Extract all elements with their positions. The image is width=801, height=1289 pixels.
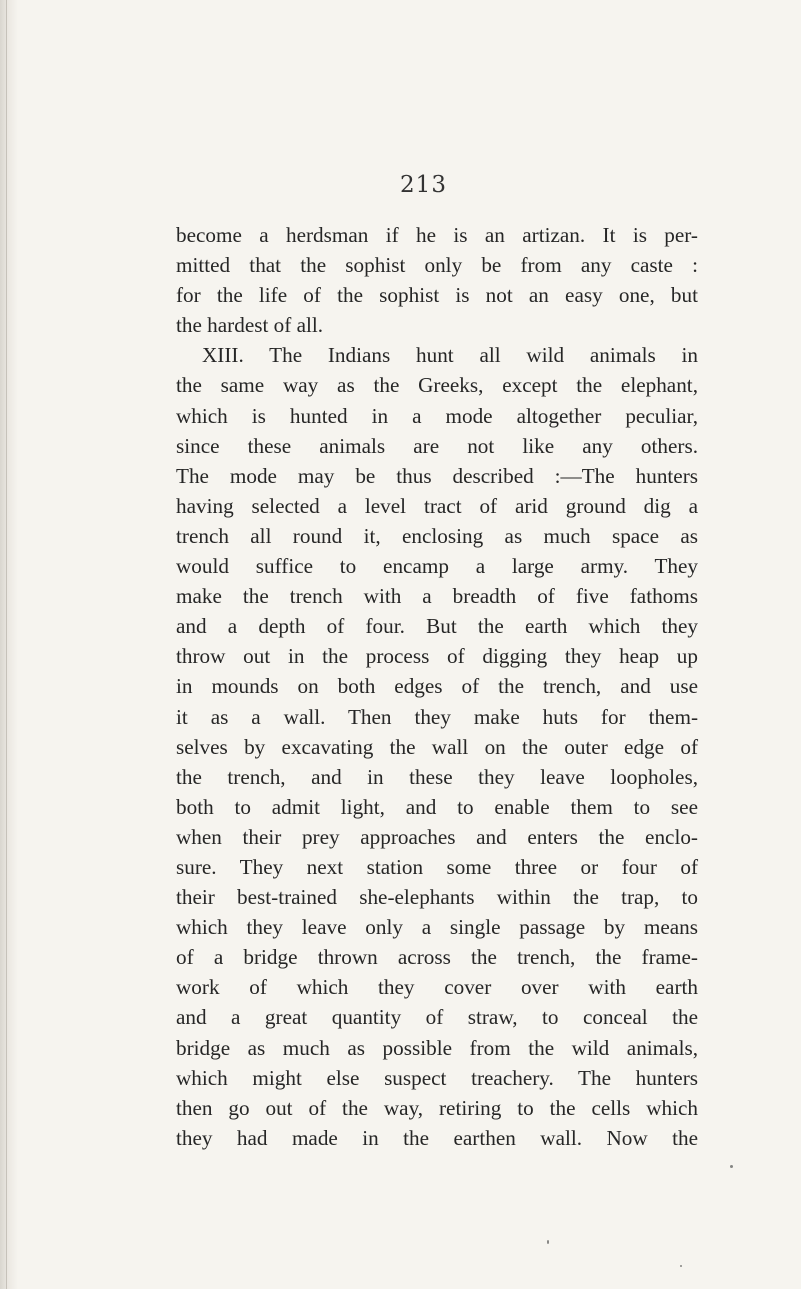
text-line: which is hunted in a mode altogether peculiar, <box>176 403 698 428</box>
text-line: trench all round it, enclosing as much space as <box>176 523 698 548</box>
text-line: the hardest of all. <box>176 313 324 338</box>
text-line: mitted that the sophist only be from any caste : <box>176 253 698 278</box>
text-line: would suffice to encamp a large army. They <box>176 554 698 579</box>
text-line: both to admit light, and to enable them to see <box>176 794 698 819</box>
page-binding-edge <box>0 0 18 1289</box>
text-line: then go out of the way, retiring to the cells which <box>176 1095 698 1120</box>
ink-speck <box>730 1165 733 1168</box>
ink-speck <box>680 1265 682 1267</box>
text-line: XIII. The Indians hunt all wild animals in <box>202 343 698 368</box>
text-line: in mounds on both edges of the trench, and use <box>176 674 698 699</box>
text-line: they had made in the earthen wall. Now the <box>176 1125 698 1150</box>
text-line: work of which they cover over with earth <box>176 975 698 1000</box>
text-line: the same way as the Greeks, except the elephant, <box>176 373 698 398</box>
text-line: which might else suspect treachery. The hunters <box>176 1065 698 1090</box>
text-line: when their prey approaches and enters the enclo- <box>176 824 698 849</box>
body-text <box>176 220 698 1153</box>
text-line: throw out in the process of digging they heap up <box>176 644 698 669</box>
text-line: become a herdsman if he is an artizan. It is per- <box>176 223 698 247</box>
text-line: which they leave only a single passage by means <box>176 915 698 940</box>
text-line: for the life of the sophist is not an easy one, but <box>176 283 698 308</box>
ink-speck <box>547 1240 549 1244</box>
text-line: The mode may be thus described :—The hunters <box>176 463 698 488</box>
text-line: of a bridge thrown across the trench, the frame- <box>176 945 698 970</box>
text-line: sure. They next station some three or four of <box>176 854 698 879</box>
text-line: and a great quantity of straw, to conceal the <box>176 1005 698 1030</box>
text-line: bridge as much as possible from the wild animals, <box>176 1035 698 1060</box>
text-line: since these animals are not like any others. <box>176 433 698 458</box>
text-line: and a depth of four. But the earth which they <box>176 614 698 639</box>
text-line: their best-trained she-elephants within the trap, to <box>176 885 698 910</box>
text-line: having selected a level tract of arid ground dig a <box>176 493 698 518</box>
text-line: make the trench with a breadth of five fathoms <box>176 584 698 609</box>
page-number: 213 <box>400 172 447 198</box>
text-line: the trench, and in these they leave loopholes, <box>176 764 698 789</box>
text-line: it as a wall. Then they make huts for them- <box>176 704 698 729</box>
text-line: selves by excavating the wall on the outer edge of <box>176 734 698 759</box>
